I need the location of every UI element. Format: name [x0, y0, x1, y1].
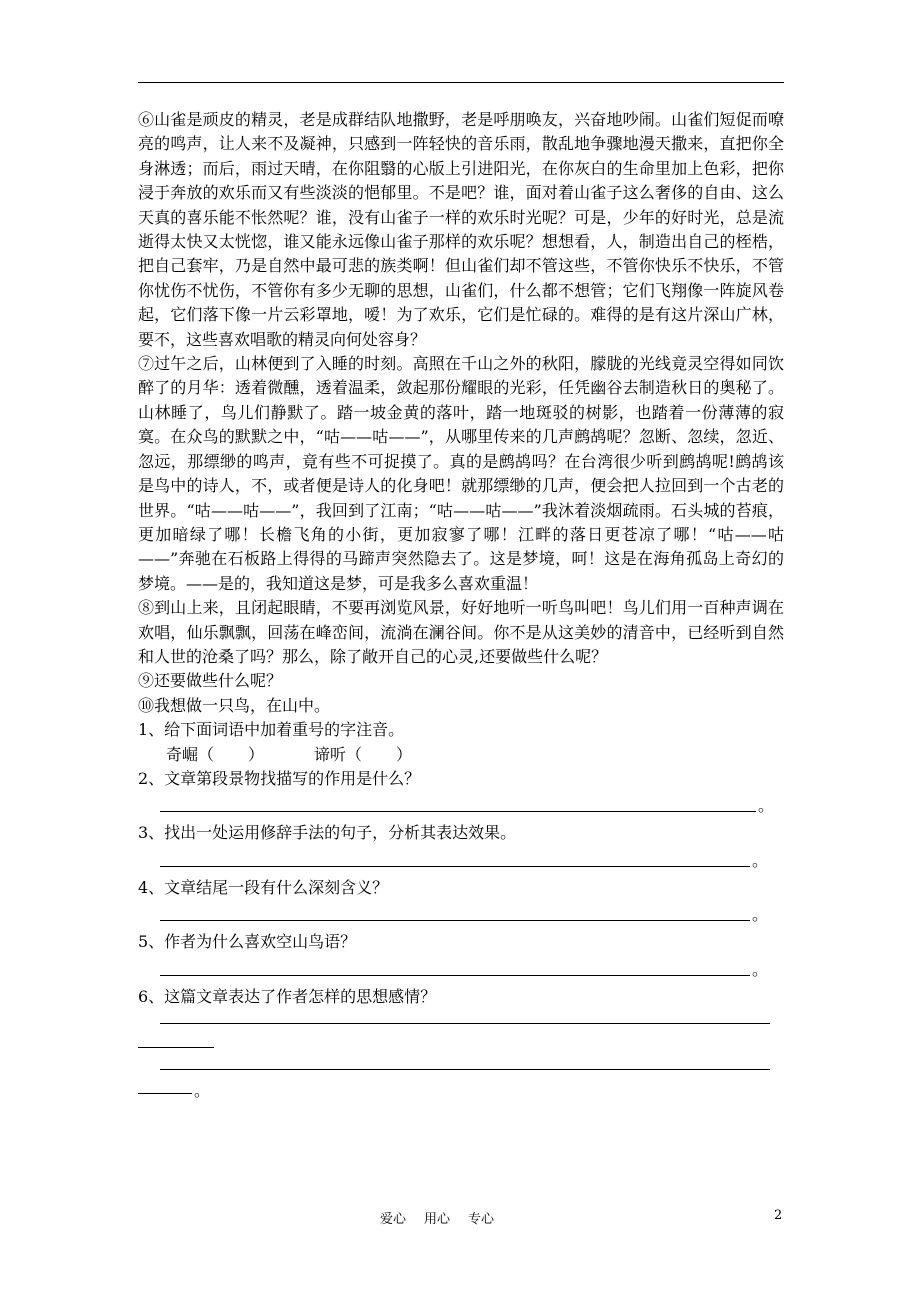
answer-blank-6b[interactable] [138, 1059, 784, 1105]
word-2-close: ） [396, 744, 413, 764]
answer-blank-3[interactable] [138, 846, 784, 876]
word-2: 谛听（ [314, 744, 363, 764]
period: 。 [758, 796, 775, 816]
period: 。 [194, 1081, 211, 1100]
motto-love: 爱心 [380, 1212, 407, 1227]
question-4: 4、文章结尾一段有什么深刻含义？ [138, 877, 389, 897]
header-rule [138, 82, 784, 83]
paragraph-6: ⑥山雀是顽皮的精灵，老是成群结队地撒野，老是呼朋唤友，兴奋地吵闹。山雀们短促而嘹亮的鸣声，让人来不及凝神，只感到一阵轻快的音乐雨，散乱地争骤地漫天撒来，直把你全身淋透；而后，雨过天晴，在你阻翳的心版上引进阳光，在你灰白的生命里加上色彩，把你浸于奔放的欢乐而又有些淡淡的悒郁里。不是吧？谁，面对着山雀子这么奢侈的自由、这么天真的喜乐能不怅然呢？谁，没有山雀子一样的欢乐时光呢？可是，少年的好时光，总是流逝得太快又太恍惚，谁又能永远像山雀子那样的欢乐呢？想想看，人，制造出自己的桎梏，把自己套牢，乃是自然中最可悲的族类啊！但山雀们却不管这些，不管你快乐不快乐，不管你忧伤不忧伤，不管你有多少无聊的思想，山雀们，什么都不想管；它们飞翔像一阵旋风卷起，它们落下像一片云彩罩地，嗳！为了欢乐，它们是忙碌的。难得的是有这片深山广林，要不，这些喜欢唱歌的精灵向何处容身？ [138, 110, 784, 349]
answer-blank-2[interactable] [138, 791, 784, 821]
motto-care: 用心 [424, 1212, 451, 1227]
paragraph-9: ⑨还要做些什么呢？ [138, 671, 283, 691]
answer-blank-5[interactable] [138, 955, 784, 985]
page-number: 2 [774, 1208, 783, 1223]
period: 。 [752, 959, 769, 979]
word-1-close: ） [248, 744, 265, 764]
paragraph-7: ⑦过午之后，山林便到了入睡的时刻。高照在千山之外的秋阳，朦胧的光线竟灵空得如同饮醉了的月华：透着微醺，透着温柔，敛起那份耀眼的光彩，任凭幽谷去制造秋日的奥秘了。山林睡了，鸟儿们静默了。踏一坡金黄的落叶，踏一地斑驳的树影，也踏着一份薄薄的寂寞。在众鸟的默默之中，“咕——咕——”，从哪里传来的几声鹧鸪呢？忽断、忽续，忽近、忽远，那缥缈的鸣声，竟有些不可捉摸了。真的是鹧鸪吗？在台湾很少听到鹧鸪呢!鹧鸪该是鸟中的诗人，不，或者便是诗人的化身吧！就那缥缈的几声，便会把人拉回到一个古老的世界。“咕——咕——”，我回到了江南；“咕——咕——”我沐着淡烟疏雨。石头城的苔痕，更加暗绿了哪！长檐飞角的小街，更加寂寥了哪！江畔的落日更苍凉了哪！“咕——咕——”奔驰在石板路上得得的马蹄声突然隐去了。这是梦境，呵！这是在海角孤岛上奇幻的梦境。——是的，我知道这是梦，可是我多么喜欢重温！ [138, 354, 784, 593]
question-1: 1、给下面词语中加着重号的字注音。 [138, 720, 405, 740]
answer-blank-6a[interactable] [138, 1013, 784, 1059]
paragraph-8: ⑧到山上来，且闭起眼睛，不要再浏览风景，好好地听一听鸟叫吧！鸟儿们用一百种声调在欢唱，仙乐飘飘，回荡在峰峦间，流淌在澜谷间。你不是从这美妙的清音中，已经听到自然和人世的沧桑了吗？那么，除了敞开自己的心灵,还要做些什么呢？ [138, 598, 784, 666]
period: 。 [752, 850, 769, 870]
question-6: 6、这篇文章表达了作者怎样的思想感情？ [138, 986, 437, 1006]
question-1-words [138, 743, 784, 767]
paragraph-10: ⑩我想做一只鸟，在山中。 [138, 695, 331, 715]
footer-motto [380, 1208, 512, 1227]
question-2: 2、文章第段景物找描写的作用是什么？ [138, 768, 421, 788]
answer-blank-4[interactable] [138, 900, 784, 930]
question-5: 5、作者为什么喜欢空山鸟语？ [138, 932, 357, 952]
document-body [138, 108, 784, 1105]
word-1: 奇崛（ [166, 744, 215, 764]
question-3: 3、找出一处运用修辞手法的句子，分析其表达效果。 [138, 823, 517, 843]
period: 。 [752, 905, 769, 925]
motto-focus: 专心 [468, 1212, 495, 1227]
